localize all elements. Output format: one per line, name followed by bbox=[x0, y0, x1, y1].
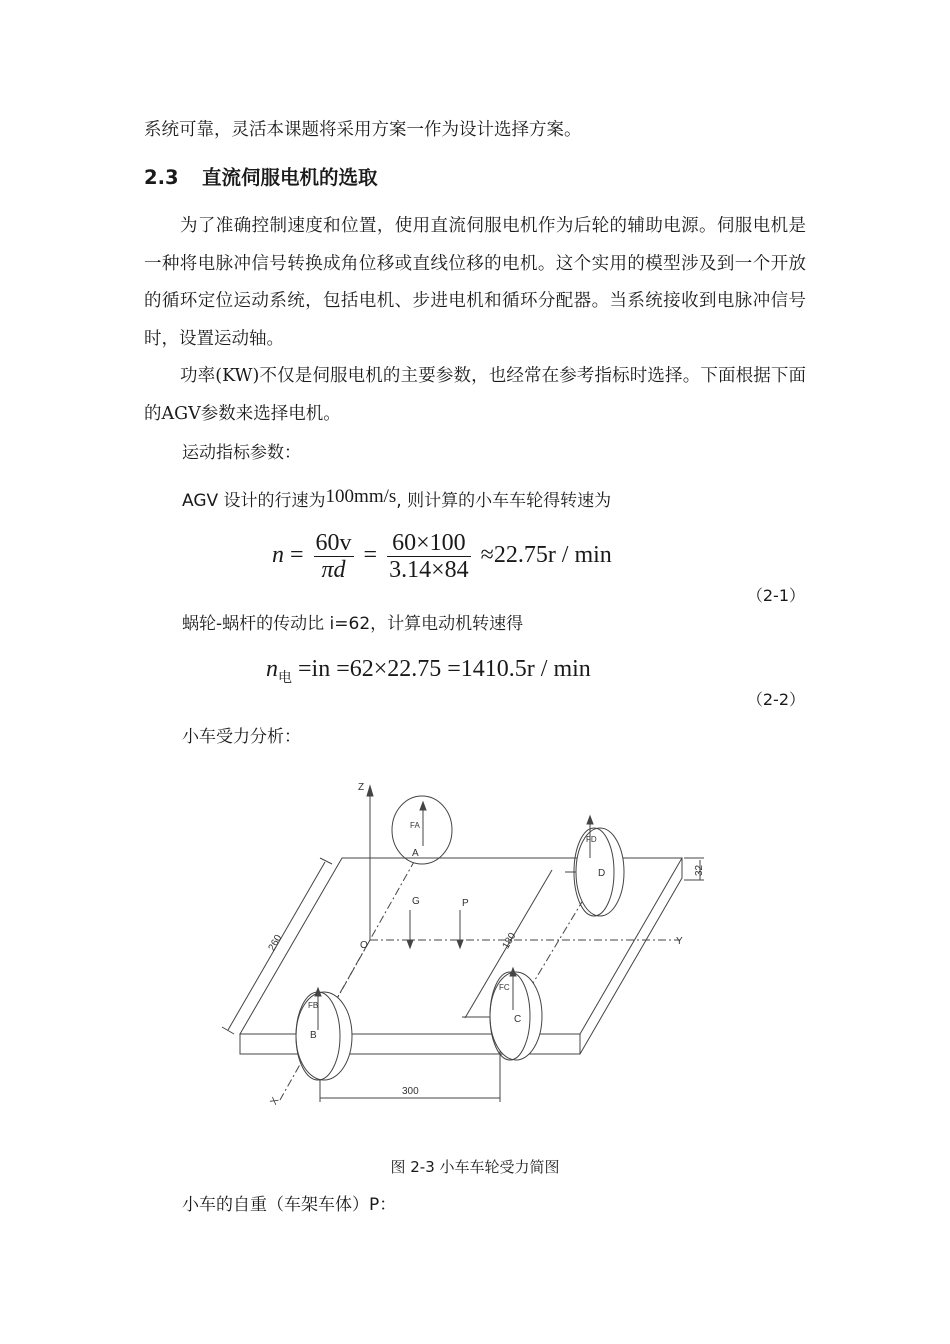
label-dim-180: 180 bbox=[500, 931, 519, 951]
agv-speed-value: 100mm/s bbox=[325, 486, 397, 507]
label-y: Y bbox=[676, 936, 683, 947]
label-fd: FD bbox=[586, 835, 597, 844]
label-dim-260: 260 bbox=[266, 933, 285, 953]
label-z: Z bbox=[358, 782, 365, 793]
paragraph-power: 功率(KW)不仅是伺服电机的主要参数，也经常在参考指标时选择。下面根据下面的AGV参数来选择电机。 bbox=[144, 366, 806, 424]
eq1-frac1-numerator: 60v bbox=[315, 530, 352, 556]
label-a: A bbox=[412, 848, 419, 859]
paragraph-servo-intro: 为了准确控制速度和位置，使用直流伺服电机作为后轮的辅助电源。伺服电机是一种将电脉冲信号转换成角位移或直线位移的电机。这个实用的模型涉及到一个开放的循环定位运动系统，包括电机、步进电机和循环分配器。当系统接收到电脉冲信号时，设置运动轴。 bbox=[144, 216, 806, 349]
label-p: P bbox=[462, 898, 469, 909]
label-fc: FC bbox=[499, 983, 510, 992]
equation-2-number: （2-2） bbox=[746, 690, 805, 709]
eq1-frac2-denominator: 3.14×84 bbox=[389, 557, 469, 583]
eq1-frac1-denominator: πd bbox=[321, 557, 346, 583]
agv-speed-prefix: AGV 设计的行速为 bbox=[182, 491, 326, 511]
label-dim-300: 300 bbox=[402, 1086, 419, 1097]
eq2-lhs-subscript: 电 bbox=[278, 669, 292, 686]
label-g: G bbox=[412, 896, 420, 907]
figure-caption: 图 2-3 小车车轮受力简图 bbox=[390, 1158, 560, 1176]
equation-1-number: （2-1） bbox=[746, 586, 805, 605]
eq1-lhs: n bbox=[272, 542, 284, 569]
label-o: O bbox=[360, 940, 368, 951]
label-fa: FA bbox=[410, 821, 420, 830]
wheel-b bbox=[296, 992, 352, 1080]
weight-line: 小车的自重（车架车体）P： bbox=[182, 1195, 397, 1215]
label-x: X bbox=[268, 1095, 282, 1107]
section-title: 直流伺服电机的选取 bbox=[202, 166, 378, 189]
eq1-result: ≈22.75r / min bbox=[480, 542, 612, 569]
label-c: C bbox=[514, 1014, 522, 1025]
agv-speed-suffix: , 则计算的小车车轮得转速为 bbox=[396, 491, 612, 511]
label-dim-32: 32 bbox=[694, 864, 705, 876]
worm-gear-line: 蜗轮-蜗杆的传动比 i=62，计算电动机转速得 bbox=[182, 614, 524, 634]
motion-params-label: 运动指标参数： bbox=[182, 443, 301, 463]
eq1-frac2-numerator: 60×100 bbox=[387, 530, 471, 557]
eq2-rhs: =in =62×22.75 =1410.5r / min bbox=[298, 656, 591, 682]
label-d: D bbox=[598, 868, 606, 879]
equation-1: n = $\frac{60v}{\pi d}$ = $\frac{60\times 100}{3.14\times 84}$ ≈22.75r / min bbox=[272, 530, 612, 583]
intro-line: 系统可靠，灵活本课题将采用方案一作为设计选择方案。 bbox=[144, 120, 582, 140]
section-number: 2.3 bbox=[144, 166, 179, 189]
label-fb: FB bbox=[308, 1001, 319, 1010]
force-analysis-label: 小车受力分析： bbox=[182, 727, 301, 747]
label-b: B bbox=[310, 1030, 317, 1041]
eq2-lhs: n bbox=[266, 656, 278, 682]
